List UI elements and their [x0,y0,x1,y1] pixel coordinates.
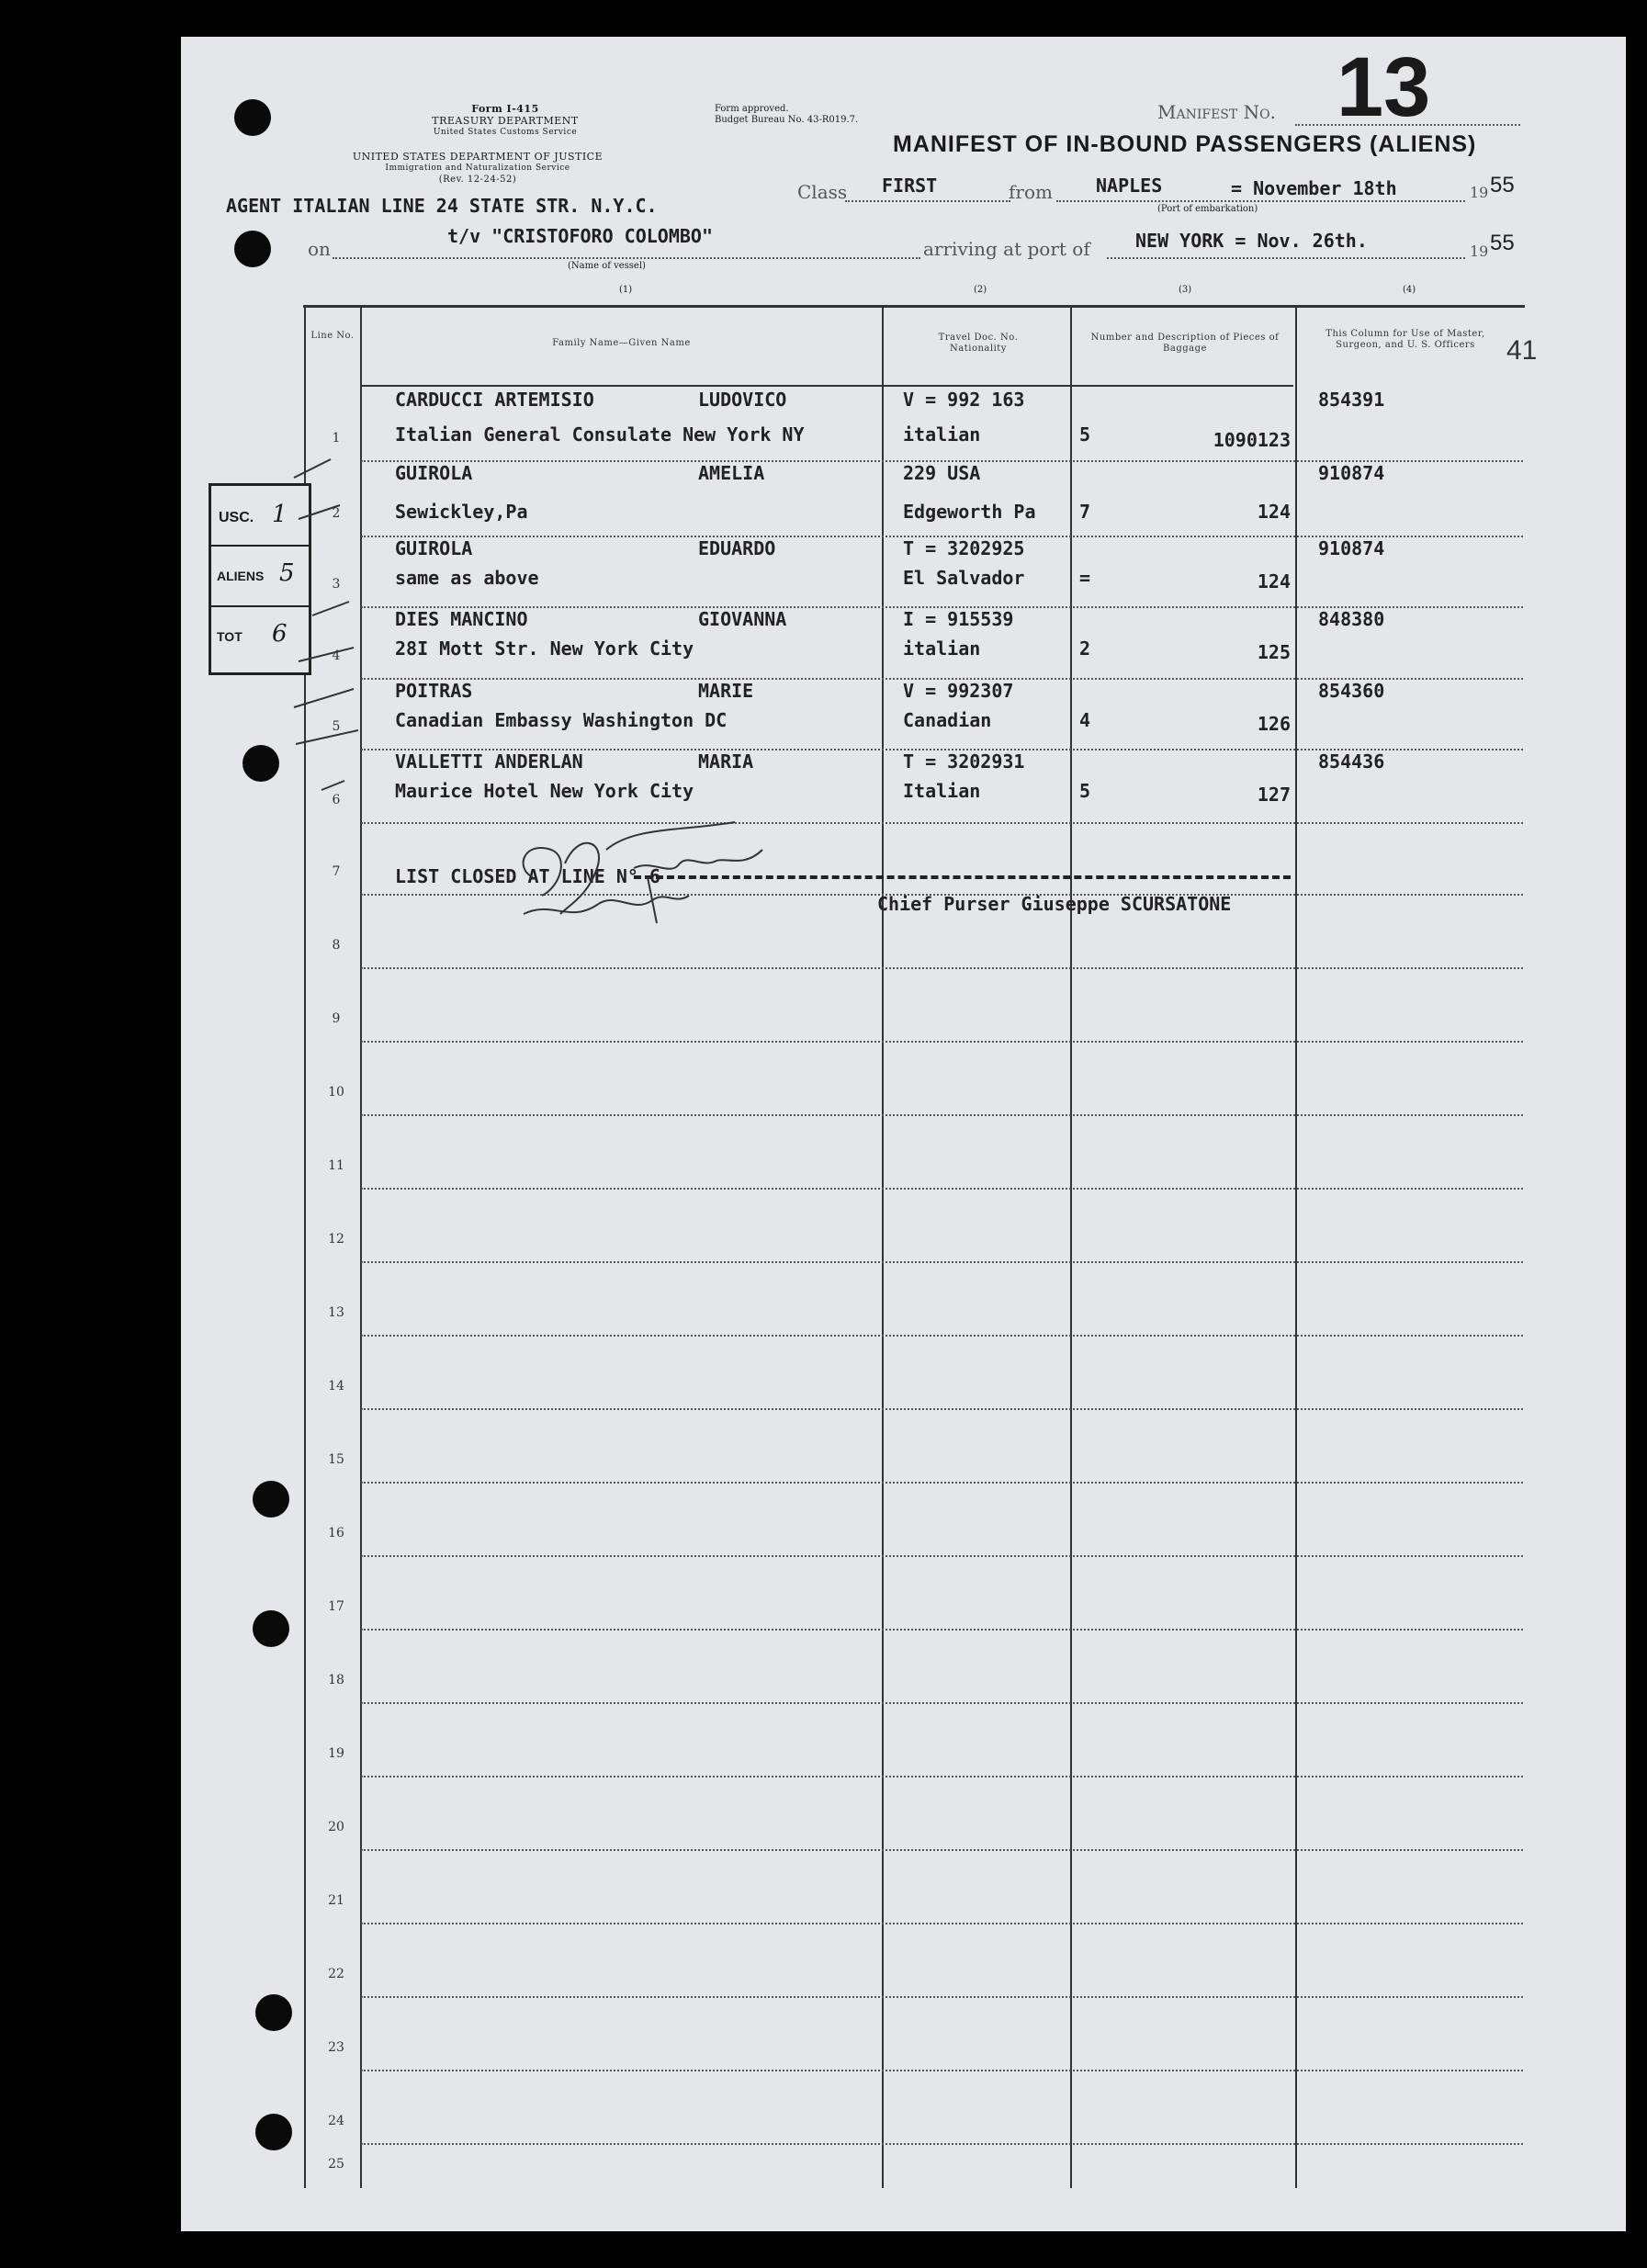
line-number: 15 [328,1452,344,1467]
vessel-caption: (Name of vessel) [568,261,646,271]
aliens-count: 5 [279,559,295,587]
class-value: FIRST [882,175,938,197]
punch-hole [255,2114,292,2150]
row-rule [361,1702,1523,1704]
list-closed-note: LIST CLOSED AT LINE N° 6 [395,865,660,887]
given-name: EDUARDO [698,537,776,559]
row-rule [361,2070,1523,2071]
baggage-count: 5 [1079,423,1091,446]
travel-doc-no: V = 992307 [903,680,1014,702]
line-number: 23 [328,2040,344,2055]
row-rule [361,1849,1523,1851]
officer-number: 854360 [1318,680,1385,702]
table-top-rule [303,305,1525,308]
travel-doc-no: V = 992 163 [903,389,1025,411]
officer-number: 848380 [1318,608,1385,630]
given-name: MARIA [698,750,754,773]
class-line [845,200,1010,202]
usc-count: 1 [272,501,288,528]
travel-doc-no: T = 3202931 [903,750,1025,773]
officer-number: 910874 [1318,537,1385,559]
baggage-count: 2 [1079,638,1091,660]
line-number: 12 [328,1232,344,1247]
port-of-embarkation: NAPLES [1096,175,1163,197]
punch-hole [234,231,271,267]
baggage-count: 7 [1079,501,1091,523]
line-number: 5 [332,719,341,734]
given-name: MARIE [698,680,754,702]
address: Canadian Embassy Washington DC [395,709,728,731]
header-officers: This Column for Use of Master, Surgeon, and U. S. Officers [1325,329,1485,350]
nationality: italian [903,423,981,446]
handwritten-signature [496,813,790,932]
line-number: 20 [328,1820,344,1834]
line-number: 25 [328,2157,344,2172]
departure-date: = November 18th [1231,177,1397,199]
manifest-sheet [181,37,1626,2231]
line-number: 11 [328,1158,344,1173]
form-approved: Form approved. [715,104,789,114]
travel-divider [1070,305,1072,2188]
line-number: 21 [328,1893,344,1908]
given-name: LUDOVICO [698,389,787,411]
family-name: GUIROLA [395,537,473,559]
line-number: 4 [332,649,341,663]
line-number: 13 [328,1305,344,1320]
row-rule [361,1923,1523,1924]
header-baggage: Number and Description of Pieces of Baggage [1090,333,1280,354]
address: Sewickley,Pa [395,501,528,523]
ins-caption: Immigration and Naturalization Service [385,164,570,173]
punch-hole [253,1610,289,1647]
line-number: 2 [332,506,341,521]
baggage-number: 125 [1257,641,1291,663]
department-of-justice: UNITED STATES DEPARTMENT OF JUSTICE [352,151,604,163]
column-number-2: (2) [974,285,987,295]
address: Maurice Hotel New York City [395,780,694,802]
travel-doc-no: I = 915539 [903,608,1014,630]
baggage-number: 124 [1257,501,1291,523]
vessel-name: t/v "CRISTOFORO COLOMBO" [447,225,713,247]
total-count: 6 [272,620,288,648]
line-number: 17 [328,1599,344,1614]
line-number: 8 [332,938,341,953]
row-rule [361,1996,1523,1998]
line-number: 18 [328,1673,344,1687]
class-label: Class [797,181,848,203]
line-number: 14 [328,1379,344,1394]
row-rule [361,2143,1523,2145]
baggage-number: 127 [1257,784,1291,806]
baggage-count: 5 [1079,780,1091,802]
form-number: Form I-415 [471,103,539,115]
line-number: 6 [332,793,341,807]
row-rule [361,1629,1523,1630]
on-label: on [308,238,331,260]
line-number: 1 [332,431,341,446]
line-number: 7 [332,864,341,879]
manifest-number: 13 [1337,40,1431,134]
row-rule [361,1188,1523,1190]
arrival-line [1107,257,1465,259]
total-label: TOT [217,629,243,644]
line-number: 9 [332,1011,341,1026]
from-label: from [1009,181,1053,203]
treasury-department: TREASURY DEPARTMENT [432,115,579,127]
departure-year: 55 [1490,173,1515,197]
line-number: 22 [328,1967,344,1981]
name-divider [882,305,884,2188]
punch-hole [234,99,271,136]
aliens-label: ALIENS [217,569,265,583]
family-name: CARDUCCI ARTEMISIO [395,389,594,411]
header-travel-doc: Travel Doc. No. Nationality [938,333,1019,354]
officer-number: 854436 [1318,750,1385,773]
row-rule [361,1041,1523,1043]
usc-label: USC. [219,510,254,525]
travel-doc-no: 229 USA [903,462,981,484]
row-rule [361,1114,1523,1116]
nationality: Italian [903,780,981,802]
family-name: GUIROLA [395,462,473,484]
margin-note: 41 [1506,335,1538,366]
margin-tick-marks [184,441,358,827]
travel-doc-no: T = 3202925 [903,537,1025,559]
baggage-divider [1295,305,1297,2188]
row-rule [361,1482,1523,1484]
family-name: POITRAS [395,680,473,702]
table-header-rule [361,385,1293,387]
nationality: italian [903,638,981,660]
address: same as above [395,567,539,589]
port-caption: (Port of embarkation) [1157,204,1258,214]
column-number-1: (1) [619,285,633,295]
vessel-line [333,257,920,259]
manifest-title: MANIFEST OF IN-BOUND PASSENGERS (ALIENS) [893,131,1477,157]
arrival-year: 55 [1490,231,1515,255]
header-line-no: Line No. [310,331,355,341]
address: Italian General Consulate New York NY [395,423,805,446]
punch-hole [255,1994,292,2031]
punch-hole [253,1481,289,1518]
line-number: 24 [328,2114,344,2128]
baggage-number: 124 [1257,570,1291,592]
budget-bureau: Budget Bureau No. 43-R019.7. [715,115,859,125]
nationality: El Salvador [903,567,1025,589]
arrival-port-date: NEW YORK = Nov. 26th. [1135,230,1368,252]
given-name: AMELIA [698,462,765,484]
port-line [1056,200,1465,202]
row-rule [361,1408,1523,1410]
year-prefix-2: 19 [1470,243,1489,260]
baggage-number: 1090123 [1213,429,1291,451]
row-rule [361,1335,1523,1337]
arriving-label: arriving at port of [923,238,1090,260]
line-no-divider [360,305,362,2188]
year-prefix: 19 [1470,184,1489,201]
revision-date: (Rev. 12-24-52) [438,175,517,185]
nationality: Edgeworth Pa [903,501,1036,523]
row-rule [361,1776,1523,1777]
baggage-number: 126 [1257,713,1291,735]
row-rule [361,967,1523,969]
line-number: 10 [328,1085,344,1100]
officer-number: 854391 [1318,389,1385,411]
line-number: 16 [328,1526,344,1540]
manifest-no-label: Manifest No. [1157,101,1276,123]
row-rule [361,1555,1523,1557]
row-rule [361,1261,1523,1263]
family-name: VALLETTI ANDERLAN [395,750,583,773]
baggage-count: 4 [1079,709,1091,731]
nationality: Canadian [903,709,992,731]
agent-line: AGENT ITALIAN LINE 24 STATE STR. N.Y.C. [226,195,658,217]
given-name: GIOVANNA [698,608,787,630]
header-name: Family Name—Given Name [552,338,691,348]
column-number-4: (4) [1403,285,1416,295]
address: 28I Mott Str. New York City [395,638,694,660]
chief-purser: Chief Purser Giuseppe SCURSATONE [877,893,1232,915]
line-number: 19 [328,1746,344,1761]
baggage-count: = [1079,567,1091,589]
line-number: 3 [332,577,341,592]
customs-service: United States Customs Service [433,128,578,137]
family-name: DIES MANCINO [395,608,528,630]
officer-number: 910874 [1318,462,1385,484]
column-number-3: (3) [1179,285,1192,295]
